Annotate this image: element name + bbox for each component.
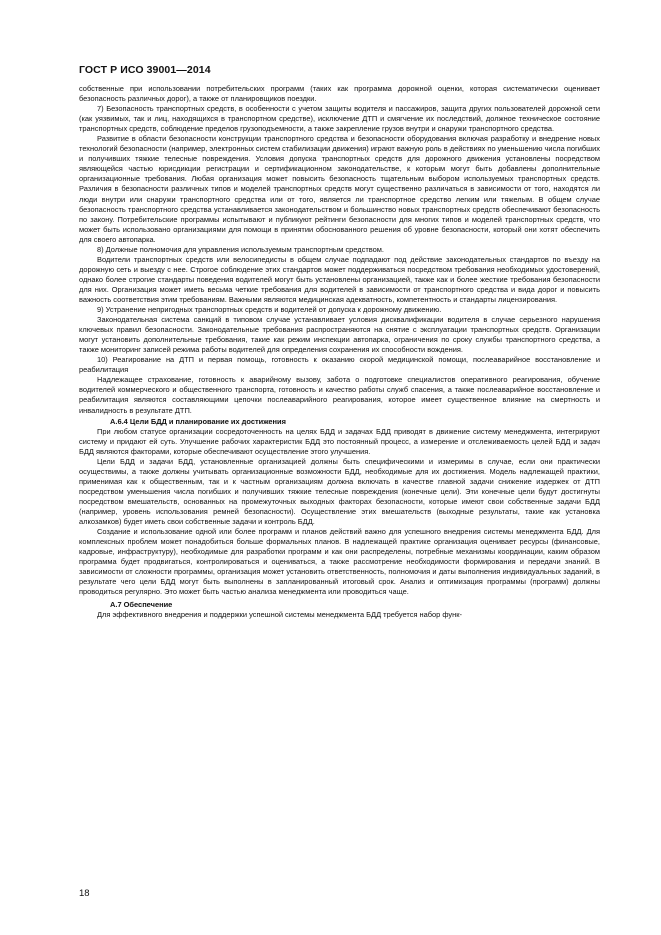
paragraph: Для эффективного внедрения и поддержки успешной системы менеджмента БДД требуется набор функ- bbox=[97, 610, 462, 620]
page-number: 18 bbox=[79, 888, 90, 899]
paragraph: 9) Устранение непригодных транспортных средств и водителей от допуска к дорожному движению. bbox=[97, 305, 442, 315]
paragraph: Надлежащее страхование, готовность к аварийному вызову, забота о подготовке специалистов оперативного реагирования, обучение водителей коммерческого и общественного транспорта, готовность и качество работы служб спасения, а также послеаварийное восстановление и реабилитация являются составляющими цепочки послеаварийного реагирования, которое имеет существенное влияние на смертность и инвалидность в результате ДТП. bbox=[79, 375, 600, 415]
paragraph: Цели БДД и задачи БДД, установленные организацией должны быть специфическими и измеримы в случае, если они практически осуществимы, а также должны учитывать организационные возможности БДД, необходимые для их достижения. Модель надлежащей практики, применимая как к общественным, так и к частным организациям должна включать в качестве главной задачи снижение издержек от ДТП посредством уменьшения числа погибших и получивших тяжкие телесные повреждения (конечные цели). Эти конечные цели будут достигнуты посредством вмешательств, основанных на промежуточных выходных факторах безопасности, которые имеют свои собственные задачи БДД (например, уровень использования ремней безопасности). Осуществление этих вмешательств (выходные результаты, такие как установка алкозамков) будет иметь свои собственные задачи и контроль БДД. bbox=[79, 456, 600, 526]
document-header: ГОСТ Р ИСО 39001—2014 bbox=[79, 64, 211, 76]
document-body bbox=[79, 84, 600, 620]
paragraph: 7) Безопасность транспортных средств, в особенности с учетом защиты водителя и пассажиров, защита других пользователей дорожной сети (как уязвимых, так и лиц, находящихся в транспортном средстве), исключение ДТП и смягчение их последствий, должное техническое состояние транспортных средств, соблюдение пределов грузоподъемности, а также закрепление грузов внутри и снаружи транспортного средства. bbox=[79, 104, 600, 134]
section-heading: А.6.4 Цели БДД и планирование их достижения bbox=[110, 416, 286, 426]
paragraph: 10) Реагирование на ДТП и первая помощь, готовность к оказанию скорой медицинской помощи, послеаварийное восстановление и реабилитация bbox=[79, 355, 600, 375]
paragraph: 8) Должные полномочия для управления используемым транспортным средством. bbox=[97, 244, 384, 254]
paragraph: При любом статусе организации сосредоточенность на целях БДД и задачах БДД приводят в движение систему менеджмента, интегрируют систему и придают ей суть. Улучшение рабочих характеристик БДД это постоянный процесс, а измерение и отслеживаемость целей БДД и задач БДД являются факторами, которые обеспечивают осуществление этого улучшения. bbox=[79, 426, 600, 456]
paragraph: Водители транспортных средств или велосипедисты в общем случае подпадают под действие законодательных стандартов по въезду на дорожную сеть и выезду с нее. Строгое соблюдение этих стандартов может поддерживаться посредством требования необходимых удостоверений, однако более строгие стандарты поведения водителей могут быть установлены организацией, также как и более жесткие требования безопасности для них. Организация может иметь весьма четкие требования для водителей в зависимости от транспортного средства и вида дорог и повысить важность соответствия этим требованиям. Важными являются медицинская адекватность, компетентность и стандарты лицензирования. bbox=[79, 254, 600, 304]
section-heading: А.7 Обеспечение bbox=[110, 600, 173, 610]
paragraph: Законодательная система санкций в типовом случае устанавливает условия дисквалификации водителя в случае серьезного нарушения ключевых правил безопасности. Законодательные требования распространяются на снятие с эксплуатации транспортных средств. Организации могут установить дополнительные требования, такие как режим инспекции автопарка, ограничения по сроку службы транспортного средства, а также мониторинг записей режима работы водителей для определения сохранения их способности вождения. bbox=[79, 315, 600, 355]
paragraph: Создание и использование одной или более программ и планов действий важно для успешного внедрения системы менеджмента БДД. Для комплексных проблем может понадобиться больше формальных планов. В надлежащей практике организация оценивает ресурсы (финансовые, кадровые, инфраструктуру), необходимые для разработки программ и как они распределены, потребные механизмы координации, каким образом программа будет продвигаться, контролироваться и оцениваться, а также рассмотрение необходимости формирования и передачи знаний. В зависимости от сложности программы, организация может установить ответственность, полномочия и даты выполнения индивидуальных заданий, в результате чего цели БДД могут быть выполнены в запланированный итоговый срок. Анализ и оптимизация программы (программ) должны проводиться регулярно. Это может быть частью анализа менеджмента или проводиться чаще. bbox=[79, 527, 600, 597]
paragraph: собственные при использовании потребительских программ (таких как программа дорожной оценки, которая систематически оценивает безопасность различных дорог), а также от планировщиков поездки. bbox=[79, 84, 600, 104]
paragraph: Развитие в области безопасности конструкции транспортного средства и безопасности оборудования включая разработку и внедрение новых технологий безопасности (например, электронных систем стабилизации движения) играют важную роль в действиях по уменьшению числа погибших и получивших тяжкие телесные повреждения. Условия допуска транспортных средств для дорожного движения установлены посредством являющейся частью юрисдикции регистрации и сертификационном законодательстве, к которым могут быть добавлены дополнительные организационные требования. Любая организация может повысить безопасность тщательным выбором используемых транспортных средств. Различия в безопасности различных типов и моделей транспортных средств могут существенно различаться в зависимости от того, находятся ли люди внутри или снаружи транспортного средства или от того, является ли транспортное средство легким или тяжелым. В общем случае безопасность транспортного средства устанавливается законодательством и большинство новых транспортных средств обеспечивают безопасность по закону. Потребительские программы испытывают и публикуют рейтинги безопасности для многих типов и моделей транспортных средств, что может быть использовано организациями для помощи в принятии обоснованного решения об уровне безопасности, который они хотят обеспечить для своего автопарка. bbox=[79, 134, 600, 244]
